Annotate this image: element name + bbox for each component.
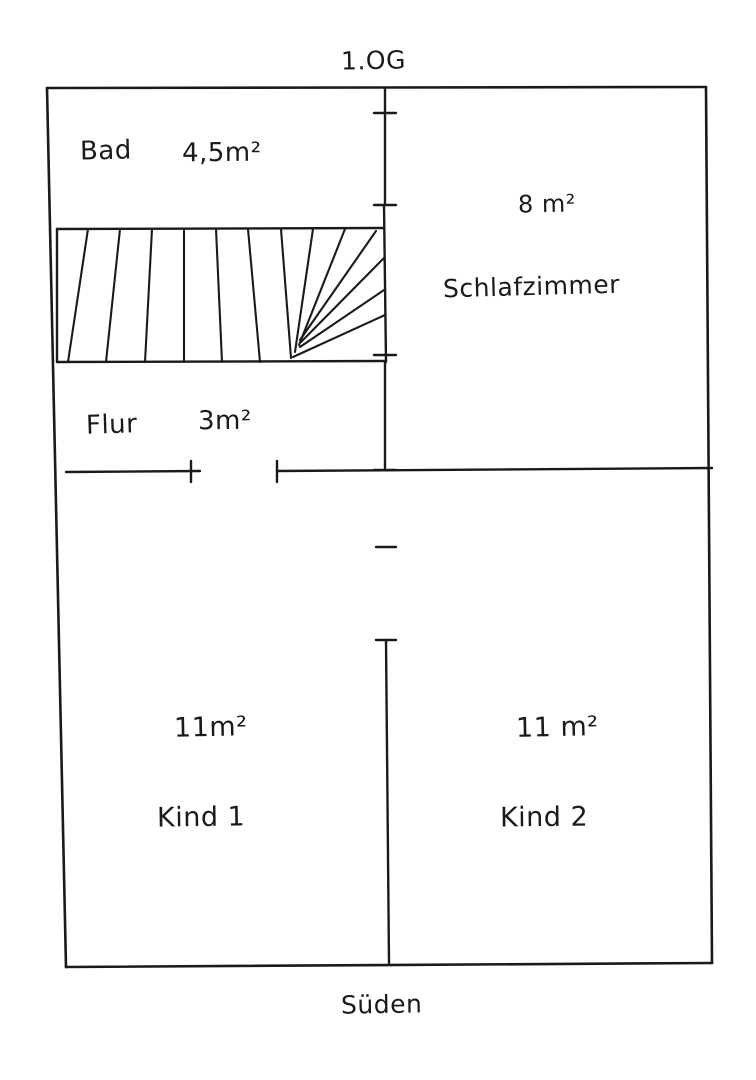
room-area-schlafzimmer: 8 m² (517, 189, 577, 219)
staircase-treads (68, 229, 385, 362)
room-area-kind-1: 11m² (173, 711, 248, 744)
room-label-kind-2: Kind 2 (499, 801, 589, 834)
interior-wall-upper-vertical (384, 88, 386, 468)
wall-end-ticks (191, 113, 396, 640)
outer-wall (47, 87, 712, 967)
room-area-flur: 3m² (197, 405, 252, 437)
room-label-flur: Flur (85, 409, 138, 441)
room-label-schlafzimmer: Schlafzimmer (442, 269, 621, 304)
room-label-bad: Bad (79, 135, 133, 167)
interior-wall-stair-top (57, 228, 384, 229)
room-label-kind-1: Kind 1 (156, 801, 246, 834)
plan-title-bottom: Süden (340, 989, 423, 1020)
room-area-bad: 4,5m² (181, 137, 262, 169)
room-area-kind-2: 11 m² (515, 711, 599, 744)
plan-title-top: 1.OG (340, 45, 407, 76)
interior-wall-lower-vertical (386, 640, 389, 963)
